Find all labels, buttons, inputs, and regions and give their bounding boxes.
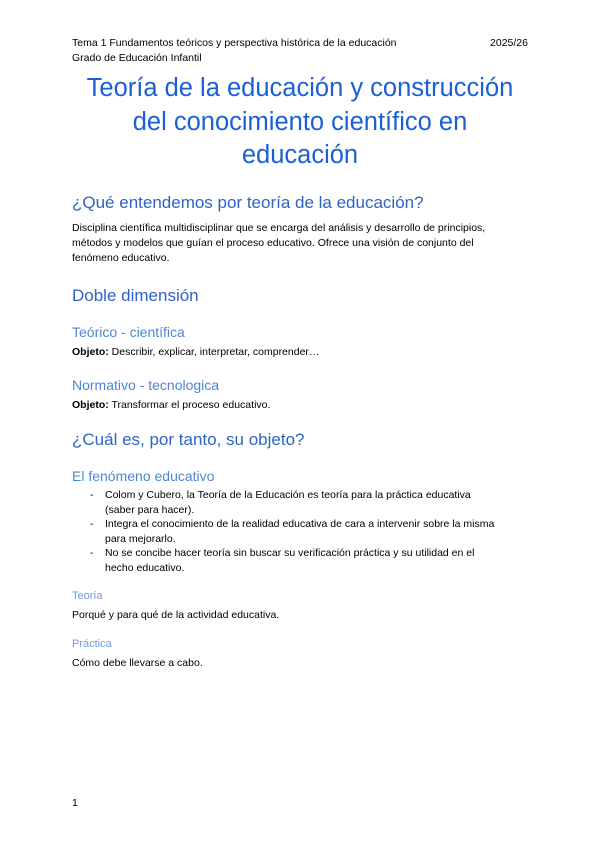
bullet-marker: -	[90, 547, 94, 559]
list-item	[72, 488, 528, 517]
document-body	[72, 192, 528, 671]
subsection-heading: El fenómeno educativo	[72, 468, 215, 484]
bullet-list	[72, 488, 528, 575]
list-item-line: (saber para hacer).	[105, 503, 195, 516]
list-item-line: hecho educativo.	[105, 561, 185, 574]
list-item	[72, 517, 528, 546]
document-title	[72, 72, 528, 173]
list-item	[72, 546, 528, 575]
object-paragraph	[72, 398, 528, 413]
page-number: 1	[72, 797, 78, 809]
paragraph-line: Disciplina científica multidisciplinar que se encarga del análisis y desarrollo de principios,	[72, 222, 486, 234]
teoria-paragraph: Porqué y para qué de la actividad educativa.	[72, 609, 280, 621]
object-label: Objeto:	[72, 346, 109, 358]
list-item-line: No se concibe hacer teoría sin buscar su verificación práctica y su utilidad en el	[105, 547, 475, 559]
list-item-line: para mejorarlo.	[105, 532, 176, 545]
subsection-heading: Teórico - científica	[72, 324, 185, 340]
subsection-heading: Normativo - tecnologica	[72, 377, 220, 393]
academic-year: 2025/26	[490, 37, 528, 49]
object-text: Transformar el proceso educativo.	[108, 399, 271, 411]
degree-name: Grado de Educación Infantil	[72, 51, 202, 64]
object-text: Describir, explicar, interpretar, comprender…	[108, 346, 320, 358]
bullet-marker: -	[90, 489, 94, 501]
object-label: Objeto:	[72, 399, 109, 411]
course-title: Tema 1 Fundamentos teóricos y perspectiva histórica de la educación	[72, 37, 397, 49]
paragraph-line: fenómeno educativo.	[72, 252, 170, 264]
list-item-line: Integra el conocimiento de la realidad educativa de cara a intervenir sobre la misma	[105, 518, 495, 530]
section-heading: ¿Cuál es, por tanto, su objeto?	[72, 430, 305, 449]
list-item-line: Colom y Cubero, la Teoría de la Educación es teoría para la práctica educativa	[105, 489, 471, 501]
object-paragraph	[72, 345, 528, 360]
definition-paragraph	[72, 221, 528, 266]
page-header	[72, 36, 528, 65]
minor-heading: Práctica	[72, 638, 112, 650]
title-line: del conocimiento científico en	[132, 107, 468, 136]
section-heading: ¿Qué entendemos por teoría de la educación?	[72, 193, 424, 212]
bullet-marker: -	[90, 518, 94, 530]
title-line: Teoría de la educación y construcción	[86, 74, 514, 102]
title-line: educación	[241, 141, 359, 169]
section-heading: Doble dimensión	[72, 286, 199, 305]
minor-heading: Teoría	[72, 590, 103, 602]
practica-paragraph: Cómo debe llevarse a cabo.	[72, 657, 203, 669]
paragraph-line: métodos y modelos que guían el proceso educativo. Ofrece una visión de conjunto del	[72, 237, 474, 249]
